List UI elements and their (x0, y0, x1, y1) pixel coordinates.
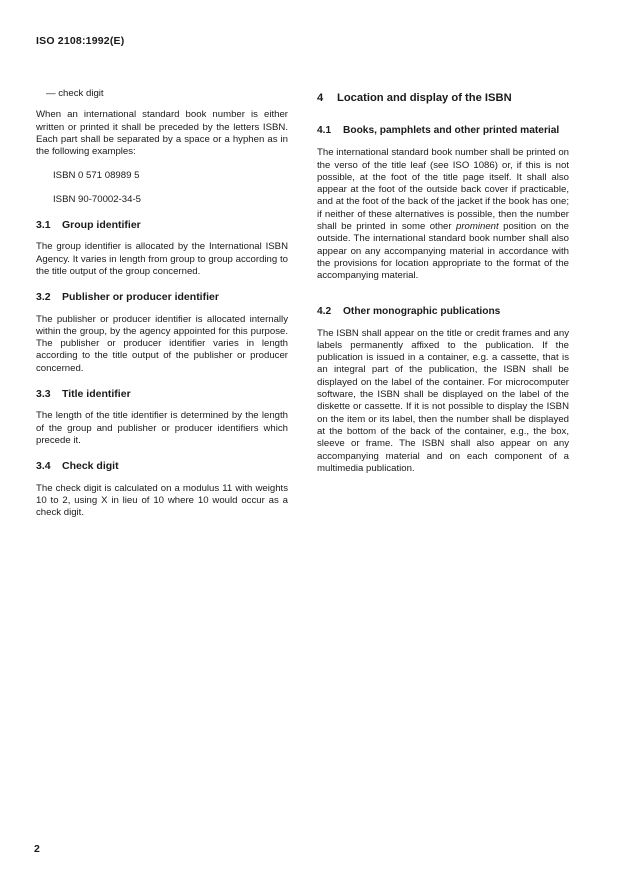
right-column (317, 92, 569, 475)
isbn-intro-paragraph: When an international standard book number is either written or printed it shall be preceded by the letters ISBN. Each part shall be separated by a space or a hyphen as in the following examples: (36, 109, 288, 158)
section-title: Publisher or producer identifier (62, 291, 219, 304)
section-3-3-heading (36, 388, 288, 400)
section-4-2-heading (317, 305, 569, 318)
document-header: ISO 2108:1992(E) (36, 35, 125, 47)
section-3-1-text: The group identifier is allocated by the International ISBN Agency. It varies in length from group to group according to the title output of the group concerned. (36, 241, 288, 277)
emphasis-prominent: prominent (456, 221, 499, 233)
isbn-example-2: ISBN 90-70002-34-5 (53, 193, 141, 205)
isbn-example-1: ISBN 0 571 08989 5 (53, 170, 140, 182)
section-3-1-heading (36, 219, 288, 231)
section-number: 3.3 (36, 388, 51, 401)
section-4-2-text: The ISBN shall appear on the title or credit frames and any labels permanently affixed to the publication. If the publication is issued in a container, e.g. a cassette, that is an integral part of the publication, the ISBN shall be displayed on the label of the container. For microcomputer software, the ISBN shall be displayed on the label of the diskette or cassette. If it is not possible to display the ISBN on the item or its label, then the number shall be displayed at the bottom of the back of the container, e.g., the box, sleeve or frame. The ISBN shall also appear on any accompanying material and on each component of a multimedia publication. (317, 327, 569, 474)
section-title: Check digit (62, 460, 119, 473)
section-number: 3.4 (36, 460, 51, 473)
section-title: Group identifier (62, 219, 141, 232)
section-number: 3.2 (36, 291, 51, 304)
section-title: Books, pamphlets and other printed material (343, 125, 560, 137)
page-number: 2 (34, 843, 40, 855)
section-3-2-heading (36, 291, 288, 303)
section-title: Other monographic publications (343, 305, 501, 317)
section-4-1-heading (317, 124, 569, 137)
section-3-4-heading (36, 460, 288, 472)
section-title: Location and display of the ISBN (337, 92, 512, 104)
section-4-1-text: The international standard book number shall be printed on the verso of the title leaf (see ISO 1086) or, if this is not possible, at the foot of the title page itself. It shall also appear at the foot of the outside back cover if practicable, and at the foot of the back of the jacket if the book has one; if neither of these alternatives is possible, then the number shall be printed in some other prominent position on the outside. The international standard book number shall also appear on any accompanying material in accordance with the provisions for location appropriate to the format of the accompanying material. (317, 147, 570, 282)
section-title: Title identifier (62, 388, 131, 401)
section-3-3-text: The length of the title identifier is determined by the length of the group and publisher or producer identifiers which precede it. (36, 410, 288, 446)
left-column (36, 88, 288, 519)
section-4-heading (317, 92, 569, 104)
section-number: 4 (317, 92, 324, 104)
section-3-2-text: The publisher or producer identifier is allocated internally within the group, by the agency appointed for this purpose. The publisher or producer identifier varies in length according to the title output of the publisher or producer concerned. (36, 313, 288, 374)
section-number: 4.1 (317, 125, 332, 137)
list-item-check-digit: — check digit (46, 88, 104, 99)
section-3-4-text: The check digit is calculated on a modulus 11 with weights 10 to 2, using X in lieu of 10 where 10 would occur as a check digit. (36, 482, 288, 519)
section-number: 4.2 (317, 305, 332, 317)
section-number: 3.1 (36, 219, 51, 232)
